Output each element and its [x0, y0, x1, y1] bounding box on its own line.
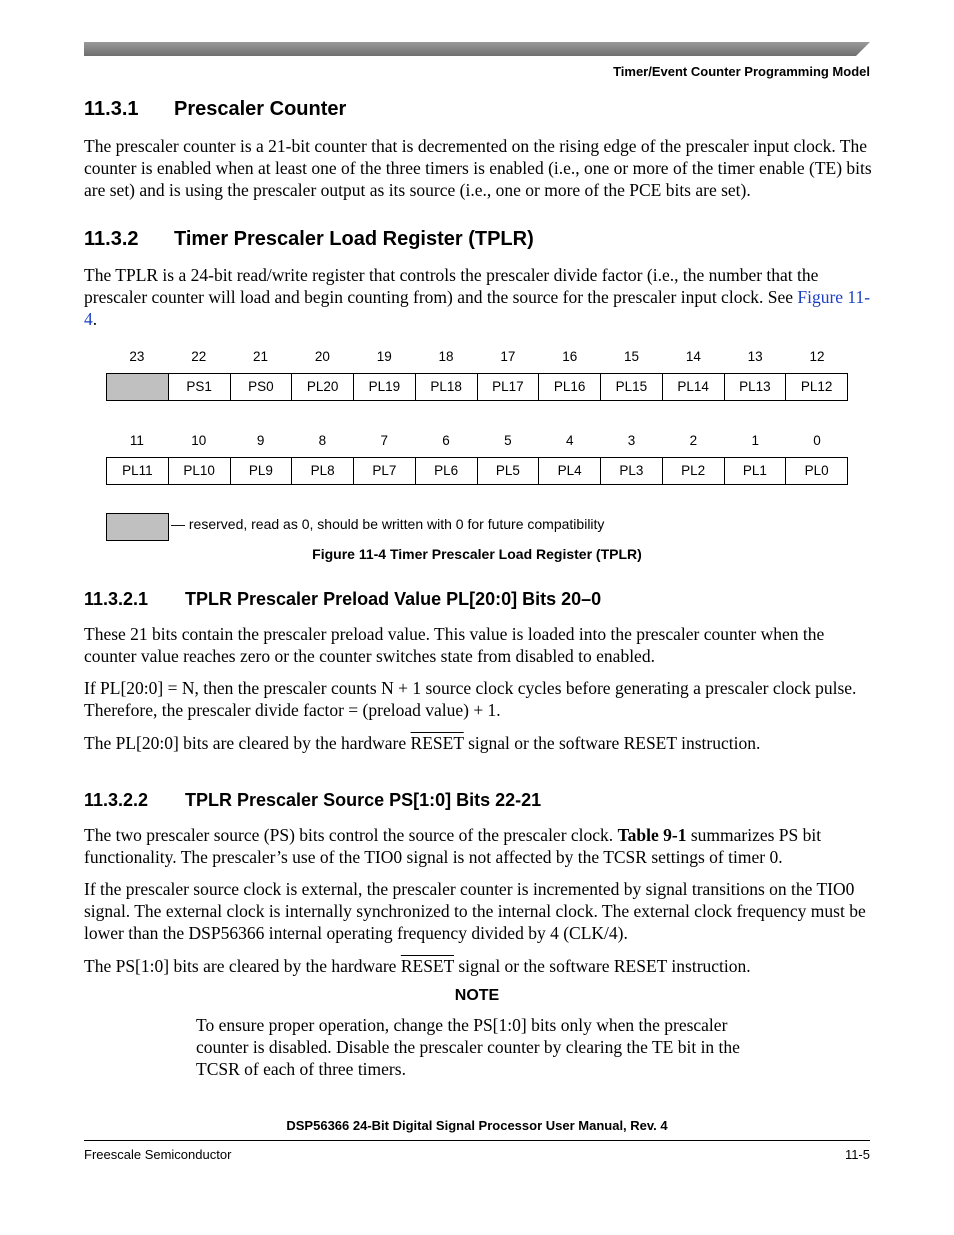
bit-number: 8	[318, 433, 327, 448]
register-bit-numbers-lower	[106, 433, 848, 448]
header-banner	[84, 42, 870, 56]
footer-rule	[84, 1140, 870, 1141]
figure-link[interactable]: Figure 11-4	[84, 287, 871, 329]
paragraph-text: .	[92, 309, 98, 329]
bit-number: 18	[438, 349, 454, 364]
bit-number: 19	[376, 349, 392, 364]
bit-field-cell: PL17	[477, 374, 539, 400]
bit-field-cell: PL2	[662, 458, 724, 484]
reset-signal: RESET	[410, 733, 464, 753]
reserved-legend-swatch	[106, 513, 169, 541]
reserved-legend-text: — reserved, read as 0, should be written with 0 for future compatibility	[171, 516, 605, 532]
section-heading-11-3-2-1	[84, 589, 601, 610]
bit-number: 1	[751, 433, 759, 448]
bit-field-cell: PL11	[122, 463, 153, 478]
paragraph: The prescaler counter is a 21-bit counter that is decremented on the rising edge of the prescaler input clock. The counter is enabled when at least one of the three timers is enabled (i.e., one or more of the timer enable (TE) bits are set) and is using the prescaler output as its source (i.e., one or more of the PCE bits are set).	[84, 136, 872, 200]
paragraph-text: The two prescaler source (PS) bits control the source of the prescaler clock.	[84, 825, 618, 845]
bit-number: 12	[809, 349, 825, 364]
table-reference: Table 9-1	[617, 825, 687, 845]
bit-number: 9	[256, 433, 265, 448]
paragraph-text: The TPLR is a 24-bit read/write register that controls the prescaler divide factor (i.e., the number that the prescaler counter will load and begin counting from) and the source for the prescaler input clock. See	[84, 265, 819, 307]
bit-field-cell: PL4	[538, 458, 600, 484]
paragraph-text: The PL[20:0] bits are cleared by the hardware	[84, 733, 411, 753]
section-title: TPLR Prescaler Preload Value PL[20:0] Bits 20–0	[185, 589, 602, 609]
paragraph	[84, 732, 874, 754]
bit-number: 22	[191, 349, 207, 364]
bit-number: 23	[129, 349, 145, 364]
reserved-bit-cell	[107, 374, 168, 400]
running-header: Timer/Event Counter Programming Model	[613, 64, 870, 79]
bit-field-cell: PL12	[785, 374, 847, 400]
bit-number: 6	[442, 433, 450, 448]
paragraph-text: summarizes PS bit functionality. The prescaler’s use of the TIO0 signal is not affected by the TCSR settings of timer 0.	[84, 825, 822, 867]
footer-title: DSP56366 24-Bit Digital Signal Processor User Manual, Rev. 4	[286, 1118, 668, 1133]
bit-number: 11	[129, 433, 144, 448]
bit-number: 3	[627, 433, 636, 448]
register-fields-lower	[106, 457, 848, 485]
bit-field-cell: PL7	[353, 458, 415, 484]
bit-number: 10	[191, 433, 207, 448]
register-fields-upper	[106, 373, 848, 401]
bit-number: 7	[380, 433, 388, 448]
section-heading-11-3-2-2	[84, 790, 541, 811]
bit-number: 4	[565, 433, 574, 448]
paragraph-text: The PS[1:0] bits are cleared by the hardware	[84, 956, 401, 976]
bit-field-cell: PL16	[538, 374, 600, 400]
section-number: 11.3.2.1	[84, 589, 149, 609]
section-title: Prescaler Counter	[174, 98, 347, 120]
section-number: 11.3.2	[84, 228, 139, 250]
page-number: 11-5	[844, 1147, 870, 1162]
bit-number: 20	[314, 349, 330, 364]
bit-number: 13	[747, 349, 763, 364]
section-title: TPLR Prescaler Source PS[1:0] Bits 22-21	[185, 790, 542, 810]
bit-field-cell: PL8	[291, 458, 353, 484]
bit-field-cell: PL9	[230, 458, 292, 484]
paragraph: These 21 bits contain the prescaler preload value. This value is loaded into the prescaler counter when the counter value reaches zero or the counter switches state from disabled to enabled.	[84, 624, 825, 666]
paragraph: If the prescaler source clock is external, the prescaler counter is incremented by signal transitions on the TIO0 signal. The external clock is internally synchronized to the internal clock. The external clock frequency must be lower than the DSP56366 internal operating frequency divided by 4 (CLK/4).	[84, 879, 866, 943]
section-title: Timer Prescaler Load Register (TPLR)	[174, 228, 534, 250]
bit-field-cell: PL14	[662, 374, 724, 400]
section-number: 11.3.1	[84, 98, 139, 120]
bit-number: 15	[624, 349, 640, 364]
bit-field-cell: PL20	[291, 374, 353, 400]
reset-signal: RESET	[400, 956, 454, 976]
note-title: NOTE	[454, 987, 500, 1004]
bit-number: 16	[562, 349, 578, 364]
section-number: 11.3.2.2	[84, 790, 149, 810]
bit-field-cell: PL10	[168, 458, 230, 484]
bit-number: 21	[253, 349, 269, 364]
bit-field-cell: PL3	[600, 458, 662, 484]
paragraph-text: signal or the software RESET instruction.	[463, 733, 761, 753]
paragraph	[84, 824, 874, 868]
bit-number: 2	[689, 433, 698, 448]
bit-field-cell: PL13	[724, 374, 786, 400]
bit-field-cell: PL5	[477, 458, 539, 484]
section-heading-11-3-2	[84, 228, 534, 251]
register-bit-numbers-upper	[106, 349, 848, 364]
paragraph-text: signal or the software RESET instruction.	[454, 956, 751, 976]
bit-field-cell: PL6	[415, 458, 477, 484]
bit-field-cell: PL0	[785, 458, 847, 484]
bit-number: 17	[500, 349, 516, 364]
bit-field-cell: PL1	[724, 458, 786, 484]
bit-number: 14	[685, 349, 701, 364]
bit-field-cell: PL19	[353, 374, 415, 400]
bit-field-cell: PS1	[168, 374, 230, 400]
note-body: To ensure proper operation, change the PS[1:0] bits only when the prescaler counter is disabled. Disable the prescaler counter by clearing the TE bit in the TCSR of each of three timers.	[196, 1015, 740, 1079]
figure-caption: Figure 11-4 Timer Prescaler Load Register (TPLR)	[312, 546, 642, 562]
paragraph: If PL[20:0] = N, then the prescaler counts N + 1 source clock cycles before generating a prescaler clock pulse. Therefore, the prescaler divide factor = (preload value) + 1.	[84, 678, 857, 720]
section-heading-11-3-1	[84, 98, 346, 121]
paragraph	[84, 264, 874, 330]
paragraph	[84, 955, 874, 977]
bit-field-cell: PL18	[415, 374, 477, 400]
footer-company: Freescale Semiconductor	[84, 1147, 232, 1162]
bit-field-cell: PL15	[600, 374, 662, 400]
bit-number: 5	[504, 433, 512, 448]
bit-number: 0	[813, 433, 821, 448]
bit-field-cell: PS0	[230, 374, 292, 400]
